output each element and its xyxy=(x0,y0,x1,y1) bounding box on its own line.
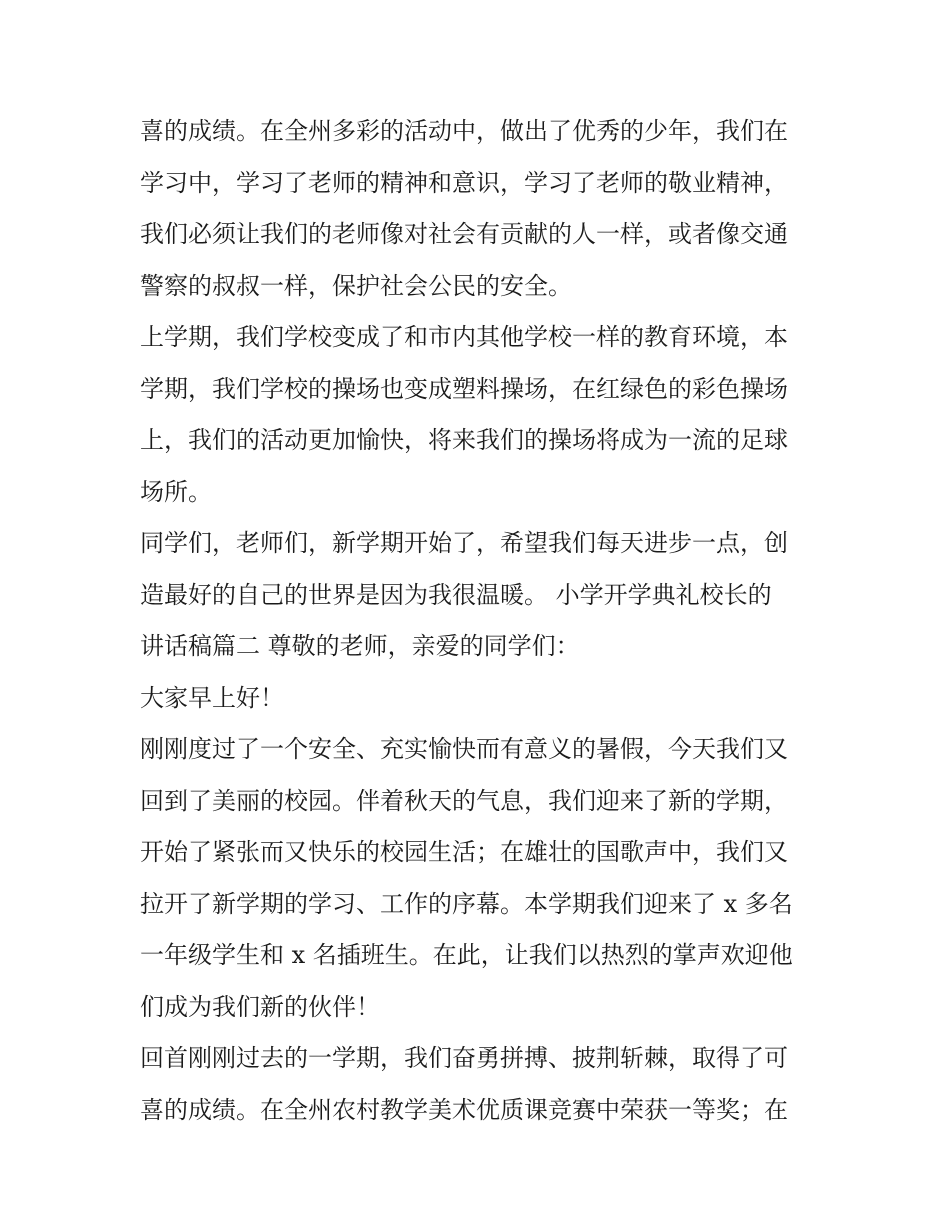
text-line: 造最好的自己的世界是因为我很温暖。 小学开学典礼校长的 xyxy=(140,580,772,609)
text-line: 学期，我们学校的操场也变成塑料操场，在红绿色的彩色操场 xyxy=(140,374,788,403)
text-line: 我们必须让我们的老师像对社会有贡献的人一样，或者像交通 xyxy=(140,220,788,248)
text-line: 上，我们的活动更加愉快，将来我们的操场将成为一流的足球 xyxy=(140,426,788,454)
text-line: 喜的成绩。在全州农村教学美术优质课竞赛中荣获一等奖；在 xyxy=(140,1095,788,1124)
text-line: 回首刚刚过去的一学期，我们奋勇拼搏、披荆斩棘，取得了可 xyxy=(140,1044,788,1072)
text-line: 拉开了新学期的学习、工作的序幕。本学期我们迎来了 x 多名 xyxy=(140,889,793,918)
text-line: 刚刚度过了一个安全、充实愉快而有意义的暑假，今天我们又 xyxy=(140,735,788,763)
text-line: 警察的叔叔一样，保护社会公民的安全。 xyxy=(140,271,572,300)
text-line: 喜的成绩。在全州多彩的活动中，做出了优秀的少年，我们在 xyxy=(140,117,788,145)
text-line: 大家早上好！ xyxy=(140,683,284,712)
text-line: 一年级学生和 x 名插班生。在此，让我们以热烈的掌声欢迎他 xyxy=(140,941,793,969)
text-line: 们成为我们新的伙伴！ xyxy=(140,992,380,1021)
text-line: 场所。 xyxy=(140,477,212,506)
text-line: 学习中，学习了老师的精神和意识，学习了老师的敬业精神， xyxy=(140,168,788,197)
text-line: 上学期，我们学校变成了和市内其他学校一样的教育环境，本 xyxy=(140,323,788,351)
text-line: 同学们，老师们，新学期开始了，希望我们每天进步一点，创 xyxy=(140,529,788,557)
text-line: 讲话稿篇二 尊敬的老师，亲爱的同学们： xyxy=(140,632,580,660)
text-line: 回到了美丽的校园。伴着秋天的气息，我们迎来了新的学期， xyxy=(140,786,788,815)
text-line: 开始了紧张而又快乐的校园生活；在雄壮的国歌声中，我们又 xyxy=(140,838,788,866)
document-body xyxy=(140,106,830,1136)
